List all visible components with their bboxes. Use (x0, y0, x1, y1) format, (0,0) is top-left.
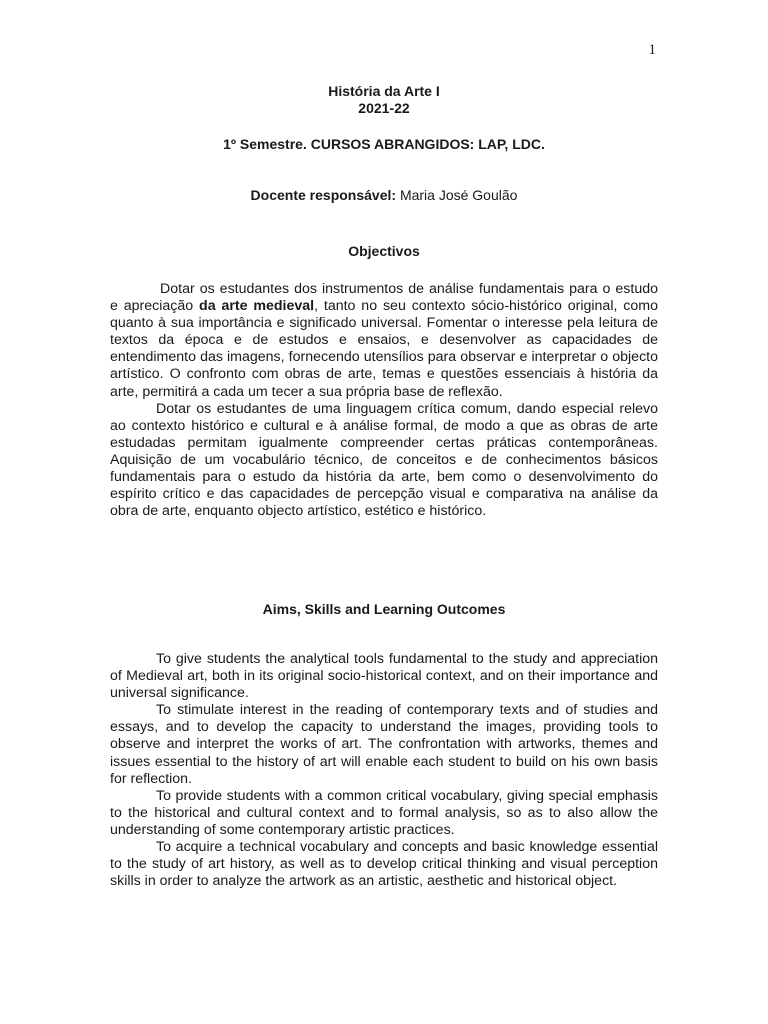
objectivos-p1-start: Dotar os estudantes dos instrumentos de análise fundamentais para o estudo e apreciação (110, 281, 658, 315)
course-title-block (0, 83, 768, 117)
docente-line (0, 187, 768, 204)
aims-text (110, 651, 658, 890)
course-title: História da Arte I (328, 83, 440, 99)
objectivos-p1-end: , tanto no seu contexto sócio-histórico original, como quanto à sua importância e significado universal. Fomentar o interesse pela leitura de textos da época e de estudos e ensaios, e desenvolver as capacidades de entendimento das imagens, fornecendo utensílios para observar e interpretar o objecto artístico. O confronto com obras de arte, temas e questões essenciais à história da arte, permitirá a cada um tecer a sua própria base de reflexão. (110, 298, 658, 400)
docente-label: Docente responsável: (250, 187, 397, 203)
objectivos-paragraph-2: Dotar os estudantes de uma linguagem crítica comum, dando especial relevo ao contexto histórico e cultural e à análise formal, de modo a que as obras de arte estudadas permitam igualmente compreender certas práticas contemporâneas. Aquisição de um vocabulário técnico, de conceitos e de conhecimentos básicos fundamentais para o estudo da história da arte, bem como o desenvolvimento do espírito crítico e das capacidades de percepção visual e comparativa na análise da obra de arte, enquanto objecto artístico, estético e histórico. (110, 400, 658, 520)
aims-heading: Aims, Skills and Learning Outcomes (262, 601, 506, 617)
objectivos-heading: Objectivos (348, 243, 420, 259)
aims-paragraph-2: To stimulate interest in the reading of contemporary texts and of studies and essays, and to develop the capacity to understand the images, providing tools to observe and interpret the works of art. The confrontation with artworks, themes and issues essential to the history of art will enable each student to build on his own basis for reflection. (110, 702, 658, 787)
aims-paragraph-1: To give students the analytical tools fundamental to the study and appreciation of Medieval art, both in its original socio-historical context, and on their importance and universal significance. (110, 651, 658, 702)
docente-name: Maria José Goulão (399, 187, 518, 203)
page-number: 1 (648, 42, 656, 58)
objectivos-text (110, 281, 658, 520)
objectivos-p1-emphasis: da arte medieval (199, 298, 315, 315)
academic-year: 2021-22 (358, 100, 410, 116)
aims-paragraph-3: To provide students with a common critical vocabulary, giving special emphasis to the historical and cultural context and to formal analysis, so as to also allow the understanding of some contemporary artistic practices. (110, 787, 658, 838)
objectivos-paragraph-1 (110, 281, 658, 401)
semester-line: 1º Semestre. CURSOS ABRANGIDOS: LAP, LDC. (223, 136, 545, 152)
aims-paragraph-4: To acquire a technical vocabulary and concepts and basic knowledge essential to the study of art history, as well as to develop critical thinking and visual perception skills in order to analyze the artwork as an artistic, aesthetic and historical object. (110, 839, 658, 890)
